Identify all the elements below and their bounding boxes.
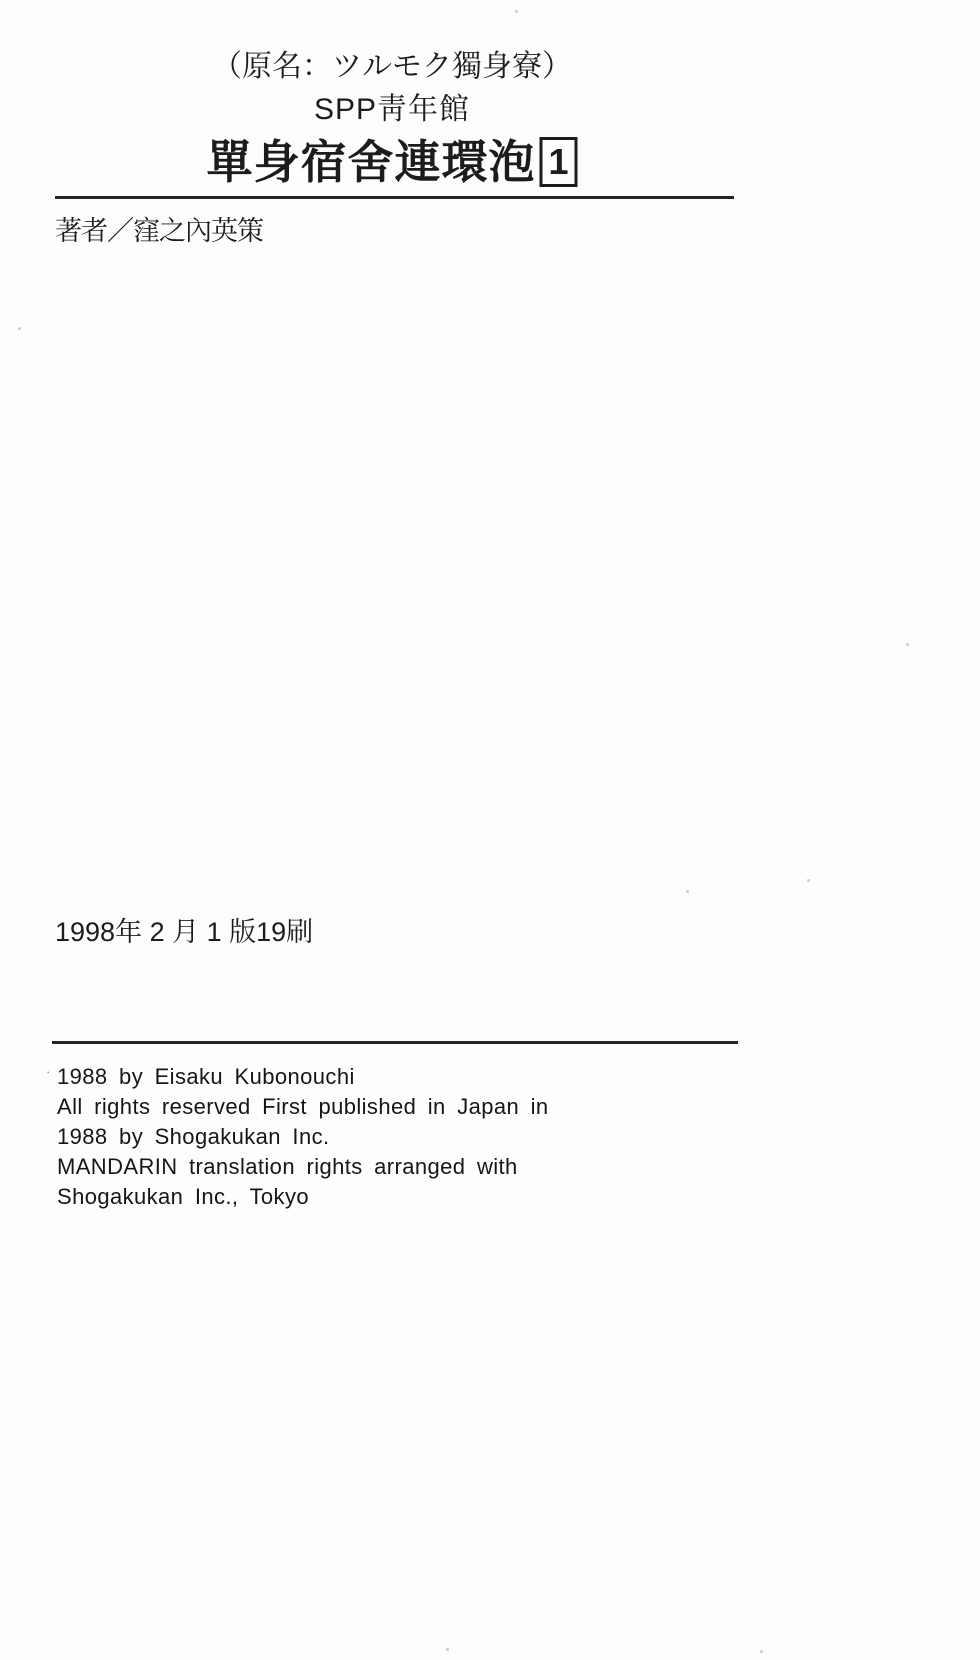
scan-speck	[446, 1648, 449, 1651]
divider-rule-top	[55, 196, 734, 199]
book-title-row	[207, 126, 578, 192]
series-title: 單身宿舍連環泡	[206, 136, 536, 188]
scan-speck	[807, 879, 810, 882]
scan-speck	[686, 890, 689, 893]
divider-rule-bottom	[52, 1041, 738, 1044]
copyright-line: MANDARIN translation rights arranged with	[57, 1154, 518, 1179]
author-line: 著者／窪之內英策	[55, 216, 263, 246]
printing-info-line: 1998年 2 月 1 版19刷	[55, 917, 314, 947]
copyright-symbol-mark: ·	[46, 1064, 51, 1079]
scan-speck	[760, 1650, 763, 1653]
copyright-block	[57, 1062, 549, 1212]
copyright-line: Shogakukan Inc., Tokyo	[57, 1184, 309, 1209]
copyright-line: 1988 by Eisaku Kubonouchi	[57, 1064, 355, 1089]
original-title-note: （原名：ツルモク獨身寮）	[212, 50, 572, 83]
copyright-line: 1988 by Shogakukan Inc.	[57, 1124, 330, 1149]
scan-speck	[18, 327, 21, 330]
volume-number-box: 1	[540, 137, 578, 187]
scan-speck	[515, 10, 518, 13]
imprint-label: SPP靑年館	[313, 93, 471, 126]
copyright-line: All rights reserved First published in Japan in	[57, 1094, 549, 1119]
scan-speck	[906, 643, 909, 646]
